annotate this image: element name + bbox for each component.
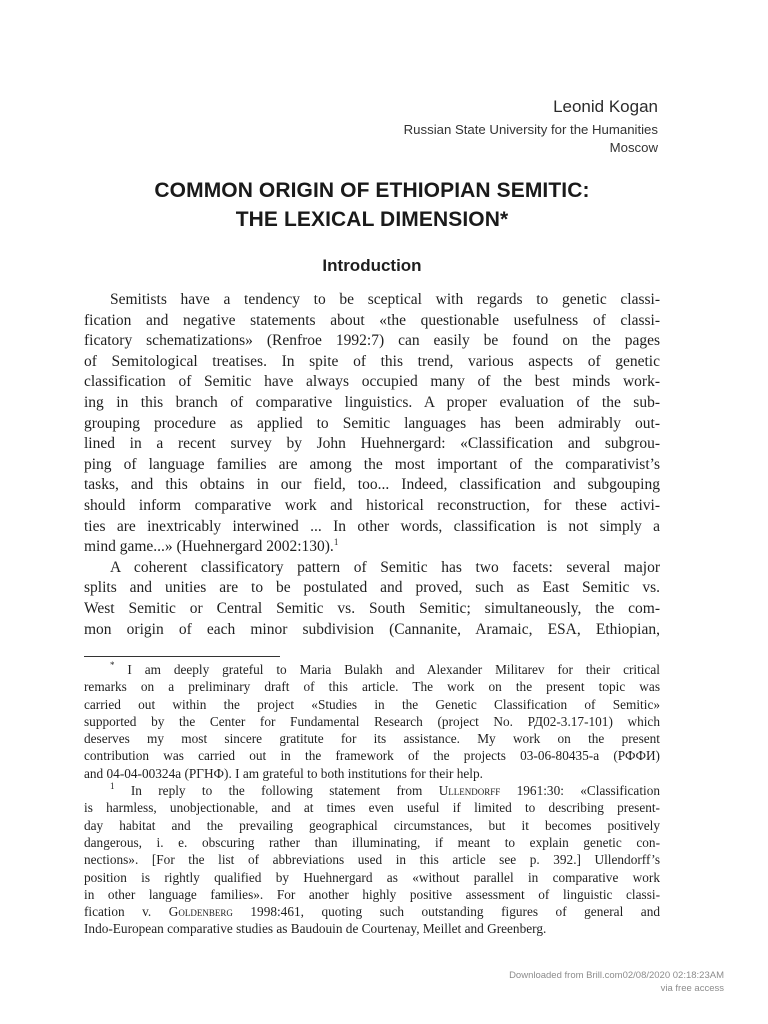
section-heading: Introduction xyxy=(322,256,422,275)
footnote-line: dangerous, i. e. obscuring rather than illuminating, if meant to explain genetic con- xyxy=(84,834,660,850)
download-info xyxy=(509,969,724,995)
text-line: ties are inextricably interwined ... In other words, classification is not simply a xyxy=(84,517,660,535)
affiliation-institution: Russian State University for the Humanities xyxy=(403,122,658,137)
footnote-line xyxy=(84,782,660,799)
title-line-2: THE LEXICAL DIMENSION* xyxy=(235,208,509,231)
text-line: ping of language families are among the most important of the comparativist’s xyxy=(84,455,660,473)
footnote-star xyxy=(84,661,660,782)
body-text xyxy=(84,290,660,640)
title-line-1: COMMON ORIGIN OF ETHIOPIAN SEMITIC: xyxy=(154,179,590,202)
paragraph-1 xyxy=(84,290,660,558)
text-line-last xyxy=(84,537,660,558)
footnote-line xyxy=(84,903,660,920)
text-line: splits and unities are to be postulated and proved, such as East Semitic vs. xyxy=(84,579,660,597)
footnote-line: in other language families». For another highly positive assessment of linguistic classi- xyxy=(84,886,660,902)
footnote-text: I am deeply grateful to Maria Bulakh and Alexander Militarev for their critical xyxy=(127,662,660,677)
footnote-line: and 04-04-00324a (РГНФ). I am grateful to both institutions for their help. xyxy=(84,765,483,781)
footnote-reference[interactable]: 1 xyxy=(333,537,339,548)
footnote-line: remarks on a preliminary draft of this article. The work on the present topic was xyxy=(84,679,660,695)
text-line: should inform comparative work and historical reconstruction, for these activi- xyxy=(84,496,660,514)
footnote-text: 1998:461, quoting such outstanding figures of general and xyxy=(232,904,660,920)
footnote-line xyxy=(84,661,660,678)
access-note: via free access xyxy=(660,983,724,994)
text-line: ing in this branch of comparative linguistics. A proper evaluation of the sub- xyxy=(84,393,660,411)
footnote-line: supported by the Center for Fundamental Research (project No. РД02-3.17-101) which xyxy=(84,713,660,729)
text-line-content: mind game...» (Huehnergard 2002:130). xyxy=(84,538,334,556)
text-line: A coherent classificatory pattern of Semitic has two facets: several major xyxy=(110,558,660,576)
footnote-1 xyxy=(84,782,660,938)
text-line: fication and negative statements about «the questionable usefulness of classi- xyxy=(84,311,660,329)
footnote-line: day habitat and the prevailing geographical circumstances, but it becomes positively xyxy=(84,817,660,833)
footnote-divider xyxy=(84,656,280,657)
footnote-line: position is rightly qualified by Huehnergard as «without parallel in comparative work xyxy=(84,869,660,885)
download-timestamp: Downloaded from Brill.com02/08/2020 02:18:23AM xyxy=(509,970,724,981)
text-line: classification of Semitic have always occupied many of the best minds work- xyxy=(84,373,660,391)
author-block xyxy=(404,96,658,157)
footnote-1-mark: 1 xyxy=(110,781,115,792)
text-line: West Semitic or Central Semitic vs. South Semitic; simultaneously, the com- xyxy=(84,599,660,617)
author-name: Leonid Kogan xyxy=(553,97,658,116)
text-line: mon origin of each minor subdivision (Cannanite, Aramaic, ESA, Ethiopian, xyxy=(84,620,660,638)
footnote-star-mark: * xyxy=(110,660,115,670)
cited-author: Goldenberg xyxy=(168,904,233,920)
author-affiliation xyxy=(404,121,658,157)
footnote-text: fication v. xyxy=(84,904,169,920)
text-line: ficatory schematizations» (Renfroe 1992:7) can easily be found on the pages xyxy=(84,332,660,350)
text-line: Semitists have a tendency to be sceptical with regards to genetic classi- xyxy=(110,291,660,308)
cited-author: Ullendorff xyxy=(438,783,501,799)
footnotes xyxy=(84,661,660,938)
text-line: lined in a recent survey by John Huehnergard: «Classification and subgrou- xyxy=(84,435,660,453)
footnote-line: carried out within the project «Studies in the Genetic Classification of Semitic» xyxy=(84,696,660,712)
text-line: tasks, and this obtains in our field, too... Indeed, classification and subgouping xyxy=(84,476,660,494)
text-line: grouping procedure as applied to Semitic languages has been admirably out- xyxy=(84,414,660,432)
paragraph-2 xyxy=(84,558,660,640)
footnote-line: Indo-European comparative studies as Baudouin de Courtenay, Meillet and Greenberg. xyxy=(84,921,547,937)
footnote-line: nections». [For the list of abbreviations used in this article see p. 392.] Ullendorff’s xyxy=(84,852,660,868)
affiliation-city: Moscow xyxy=(609,140,658,155)
footnote-line: is harmless, unobjectionable, and at times even useful if limited to describing present- xyxy=(84,800,660,816)
footnote-line: contribution was carried out in the framework of the projects 03-06-80435-a (РФФИ) xyxy=(84,748,660,764)
article-title xyxy=(84,176,660,234)
footnote-text: 1961:30: «Classification xyxy=(500,783,661,799)
footnote-text: In reply to the following statement from xyxy=(130,783,439,799)
footnote-line: deserves my most sincere gratitute for its assistance. My work on the present xyxy=(84,731,660,747)
text-line: of Semitological treatises. In spite of this trend, various aspects of genetic xyxy=(84,352,660,370)
